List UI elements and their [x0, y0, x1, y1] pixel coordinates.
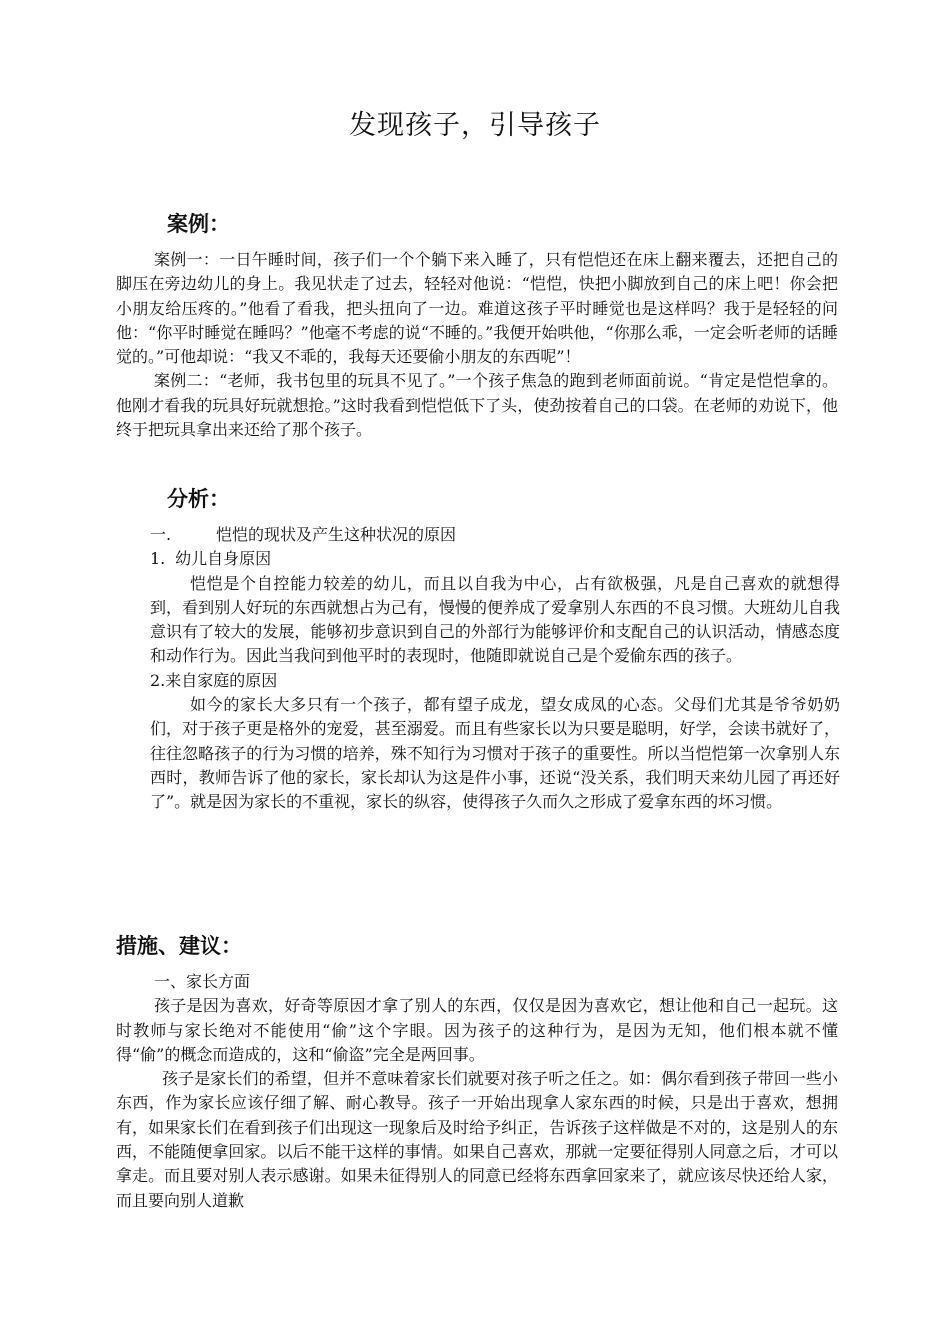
analysis-family-paragraph: 如今的家长大多只有一个孩子，都有望子成龙，望女成凤的心态。父母们尤其是爷爷奶奶们，对于孩子更是格外的宠爱，甚至溺爱。而且有些家长以为只要是聪明，好学，会读书就好了，往往忽略孩子的行为习惯的培养，殊不知行为习惯对于孩子的重要性。所以当恺恺第一次拿别人东西时，教师告诉了他的家长，家长却认为这是件小事，还说“没关系，我们明天来幼儿园了再还好了”。就是因为家长的不重视，家长的纵容，使得孩子久而久之形成了爱拿东西的坏习惯。 — [150, 695, 840, 812]
analysis-subheading-number: 1. — [150, 549, 166, 569]
section-heading-cases: 案例： — [167, 212, 230, 236]
analysis-item-text: 恺恺的现状及产生这种状况的原因 — [216, 525, 457, 544]
analysis-subheading-text: 幼儿自身原因 — [175, 549, 272, 569]
case-two-paragraph: 案例二：“老师，我书包里的玩具不见了。”一个孩子焦急的跑到老师面前说。“肯定是恺恺拿的。他刚才看我的玩具好玩就想抢。”这时我看到恺恺低下了头，使劲按着自己的口袋。在老师的劝说下，他终于把玩具拿出来还给了那个孩子。 — [116, 371, 838, 440]
case-one-paragraph: 案例一：一日午睡时间，孩子们一个个躺下来入睡了，只有恺恺还在床上翻来覆去，还把自己的脚压在旁边幼儿的身上。我见状走了过去，轻轻对他说：“恺恺，快把小脚放到自己的床上吧！你会把小朋友给压疼的。”他看了看我，把头扭向了一边。难道这孩子平时睡觉也是这样吗？我于是轻轻的问他：“你平时睡觉在睡吗？”他毫不考虑的说“不睡的。”我便开始哄他，“你那么乖，一定会听老师的话睡觉的。”可他却说：“我又不乖的，我每天还要偷小朋友的东西呢”！ — [116, 250, 838, 367]
section-heading-measures: 措施、建议： — [116, 934, 242, 958]
section-heading-analysis: 分析： — [167, 487, 230, 511]
measures-body — [116, 970, 838, 1213]
analysis-child-paragraph: 恺恺是个自控能力较差的幼儿，而且以自我为中心，占有欲极强，凡是自己喜欢的就想得到，看到别人好玩的东西就想占为己有，慢慢的便养成了爱拿别人东西的不良习惯。大班幼儿自我意识有了较大的发展，能够初步意识到自己的外部行为能够评价和支配自己的认识活动，情感态度和动作行为。因此当我问到他平时的表现时，他随即就说自己是个爱偷东西的孩子。 — [150, 573, 840, 666]
page-title: 发现孩子，引导孩子 — [349, 110, 601, 141]
cases-body — [116, 248, 838, 442]
analysis-body — [150, 523, 840, 815]
analysis-subheading-child — [150, 547, 840, 571]
measures-paragraph-two: 孩子是家长们的希望，但并不意味着家长们就要对孩子听之任之。如：偶尔看到孩子带回一些小东西，作为家长应该仔细了解、耐心教导。孩子一开始出现拿人家东西的时候，只是出于喜欢，想拥有，如果家长们在看到孩子们出现这一现象后及时给予纠正，告诉孩子这样做是不对的，这是别人的东西，不能随便拿回家。以后不能干这样的事情。如果自己喜欢，那就一定要征得别人同意之后，才可以拿走。而且要对别人表示感谢。如果未征得别人的同意已经将东西拿回家来了，就应该尽快还给人家，而且要向别人道歉 — [116, 1069, 838, 1210]
analysis-item-number: 一. — [150, 525, 172, 544]
measures-paragraph-one: 孩子是因为喜欢，好奇等原因才拿了别人的东西，仅仅是因为喜欢它，想让他和自己一起玩。这时教师与家长绝对不能使用“偷”这个字眼。因为孩子的这种行为，是因为无知，他们根本就不懂得“偷”的概念而造成的，这和“偷盗”完全是两回事。 — [116, 996, 838, 1064]
analysis-subheading-family: 2.来自家庭的原因 — [150, 670, 278, 690]
measures-subheading: 一、家长方面 — [154, 972, 251, 991]
analysis-item-heading — [150, 523, 840, 547]
